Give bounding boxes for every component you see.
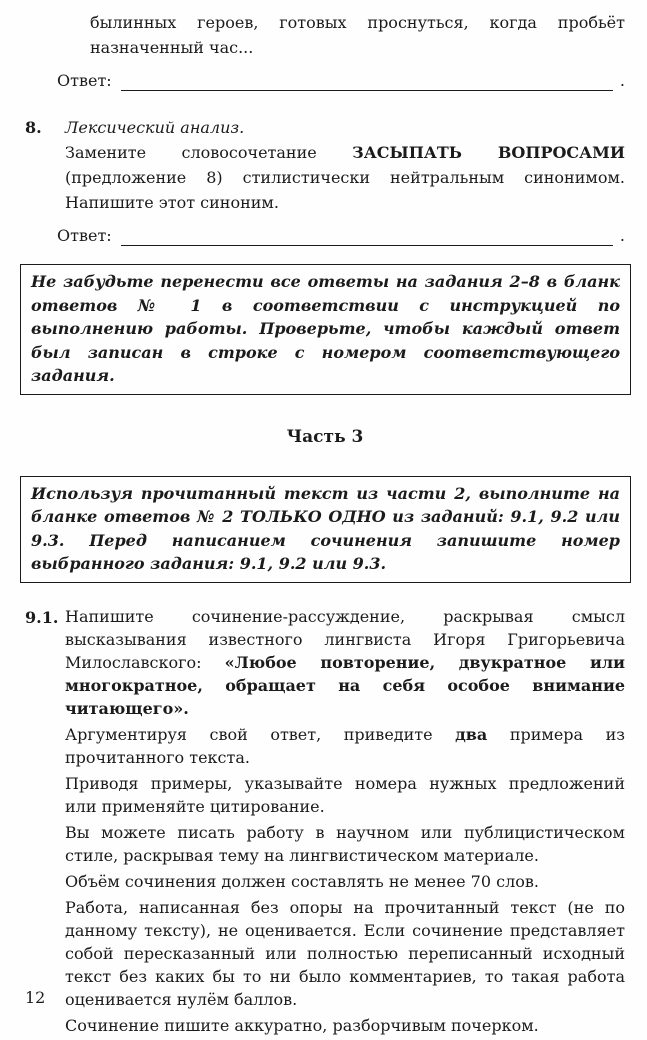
answer-label: Ответ: (57, 226, 112, 245)
task-9-1-paragraph-grading: Работа, написанная без опоры на прочитанный текст (не по данному тексту), не оценивается. Если сочинение представляет собой пересказанный или полностью переписанный исходный текст без каких бы то ни было комментариев, то такая работа оценивается нулём баллов. (65, 897, 625, 1009)
task-9-1-quote: «Любое повторение, двукратное или многократное, обращает на себя особое внимание читающего». (65, 652, 625, 718)
task-9-1-number: 9.1. (25, 607, 59, 627)
task-8-number: 8. (25, 118, 42, 137)
task-9-1-examples-two: два (455, 724, 488, 744)
answer-period: . (619, 71, 625, 90)
task-9-1-paragraph-handwriting: Сочинение пишите аккуратно, разборчивым почерком. (65, 1015, 539, 1035)
task-9-1 (25, 605, 625, 1040)
task-9-1-paragraph-style: Вы можете писать работу в научном или публицистическом стиле, раскрывая тему на лингвистическом материале. (65, 822, 625, 865)
notice-choose-one-task: Используя прочитанный текст из части 2, выполните на бланке ответов № 2 ТОЛЬКО ОДНО из заданий: 9.1, 9.2 или 9.3. Перед написанием сочинения запишите номер выбранного задания: 9.1, 9.2 или 9.3. (20, 476, 631, 583)
task-8-body-text-cont: (предложение 8) стилистически нейтральным синонимом. Напишите этот синоним. (65, 168, 625, 212)
task-9-1-paragraph-examples (65, 723, 625, 769)
task-8-body (65, 140, 625, 215)
task-8-body-text: Замените словосочетание (65, 143, 353, 162)
task-9-1-examples-b: примера из прочитанного текста. (65, 724, 625, 767)
task-9-1-paragraph-quote (65, 605, 625, 720)
notice-transfer-answers: Не забудьте перенести все ответы на задания 2–8 в бланк ответов № 1 в соответствии с инструкцией по выполнению работы. Проверьте, чтобы каждый ответ был записан в строке с номером соответствующего задания. (20, 264, 631, 395)
answer-blank-line (121, 228, 613, 246)
task-9-1-examples-a: Аргументируя свой ответ, приведите (65, 724, 456, 744)
page-number: 12 (25, 988, 46, 1007)
task-8 (25, 115, 625, 248)
answer-period: . (619, 226, 625, 245)
task-8-phrase-emphasis: ЗАСЫПАТЬ ВОПРОСАМИ (352, 143, 626, 162)
part-3-heading: Часть 3 (286, 426, 364, 447)
task-9-1-paragraph-volume: Объём сочинения должен составлять не менее 70 слов. (65, 871, 539, 891)
task-9-1-paragraph-citations: Приводя примеры, указывайте номера нужных предложений или применяйте цитирование. (65, 773, 625, 816)
task-9-1-intro: Напишите сочинение-рассуждение, раскрывая смысл высказывания известного лингвиста Игоря Григорьевича Милославского: (65, 606, 625, 672)
task-8-content (57, 115, 626, 248)
answer-row-task-8 (57, 222, 625, 248)
answer-blank-line (121, 73, 613, 91)
task-9-1-content (65, 605, 625, 1040)
answer-label: Ответ: (57, 71, 112, 90)
answer-row-previous-task (57, 67, 625, 93)
task-8-title: Лексический анализ. (65, 118, 245, 137)
continuation-text: былинных героев, готовых проснуться, когда пробьёт назначенный час... (90, 13, 625, 57)
